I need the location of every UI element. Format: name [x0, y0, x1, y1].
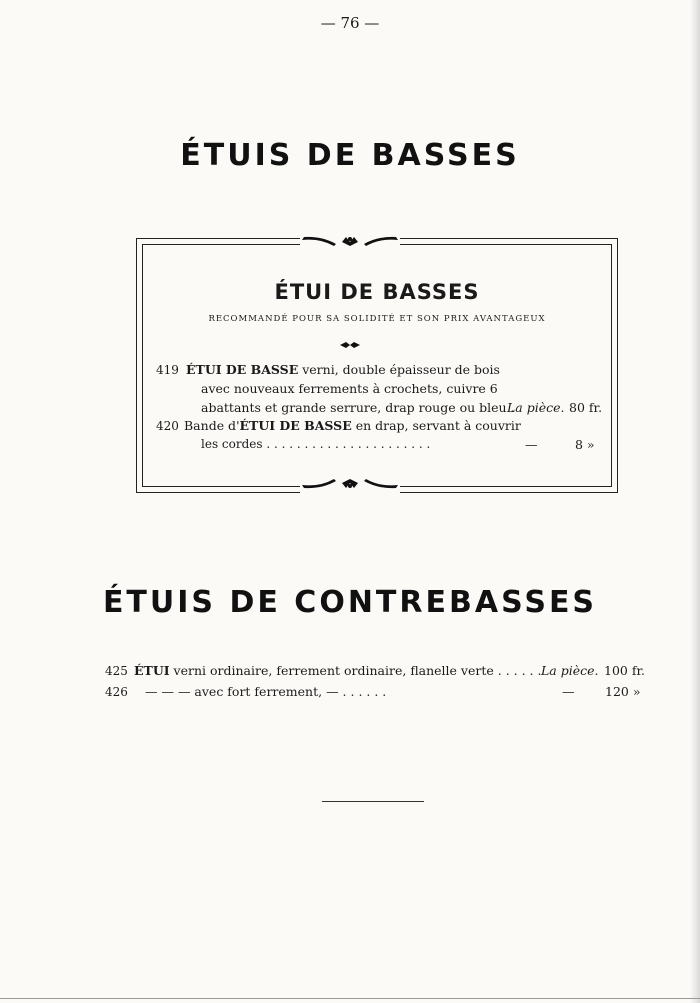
item-price: 120 » — [605, 684, 641, 699]
item-description-line3: abattants et grande serrure, drap rouge ou bleu . — [201, 400, 515, 415]
item-unit: La pièce. — [507, 400, 565, 415]
item-description-line2: les cordes . . . . . . . . . . . . . . . . . . . . . . — [201, 437, 431, 451]
item-description-text: verni, double épaisseur de bois — [298, 362, 500, 377]
item-description-prefix: Bande d' — [184, 418, 240, 433]
item-description-line1 — [186, 362, 500, 377]
page-number: — 76 — — [320, 14, 380, 32]
ornament-small — [0, 336, 700, 355]
item-price: 8 » — [575, 437, 595, 452]
ornament-bottom — [0, 473, 700, 499]
item-description-line2: avec nouveaux ferrements à crochets, cuivre 6 — [201, 381, 498, 396]
item-description-text: en drap, servant à couvrir — [351, 418, 521, 433]
box-title: ÉTUI DE BASSES — [274, 280, 480, 304]
item-name: ÉTUI DE BASSE — [186, 362, 299, 377]
item-number: 426 — [105, 685, 128, 699]
item-number: 420 — [156, 419, 179, 433]
item-unit: La pièce. — [541, 663, 599, 678]
item-price: 80 fr. — [569, 400, 603, 415]
section-title-contrebasses: ÉTUIS DE CONTREBASSES — [102, 585, 598, 620]
section-title-basses: ÉTUIS DE BASSES — [180, 138, 520, 173]
item-description-line1 — [184, 418, 521, 433]
page-bottom-edge — [0, 998, 700, 999]
item-description-text: verni ordinaire, ferrement ordinaire, flanelle verte . . . . . . — [169, 663, 542, 678]
item-unit: — — [525, 437, 538, 452]
item-description — [134, 663, 541, 678]
item-description: — — — avec fort ferrement, — . . . . . . — [145, 684, 387, 699]
item-number: 425 — [105, 664, 128, 678]
box-subtitle: RECOMMANDÉ POUR SA SOLIDITÉ ET SON PRIX AVANTAGEUX — [208, 314, 546, 324]
item-unit: — — [562, 684, 575, 699]
item-name: ÉTUI — [134, 663, 170, 678]
item-number: 419 — [156, 363, 179, 377]
item-price: 100 fr. — [604, 663, 646, 678]
ornament-top — [0, 230, 700, 256]
closing-rule — [322, 801, 424, 802]
item-name: ÉTUI DE BASSE — [239, 418, 352, 433]
